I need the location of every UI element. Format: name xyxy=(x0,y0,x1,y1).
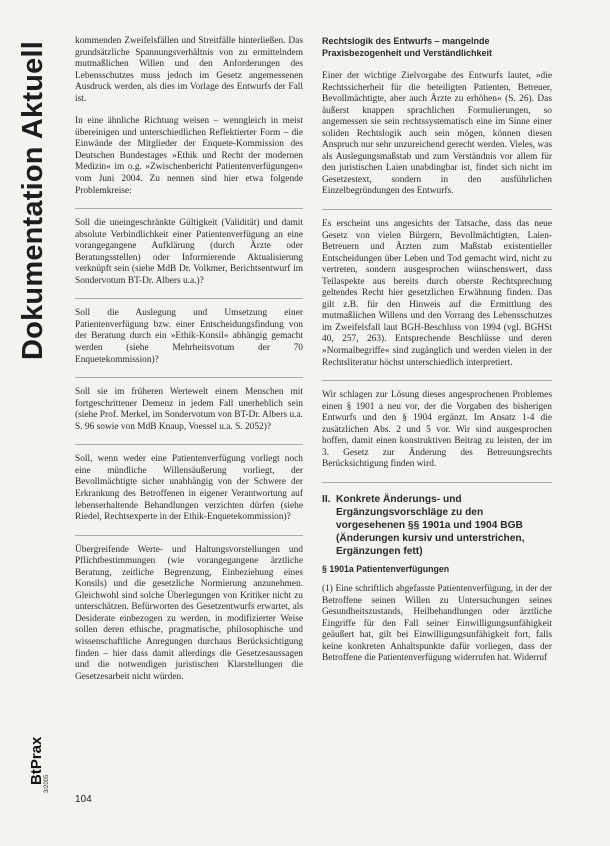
heading-text: Konkrete Änderungs- und Ergänzungsvorschläge zu den vorgesehenen §§ 1901a und 1904 BGB (Änderungen kursiv und unterstrichen, Ergänzungen fett) xyxy=(336,493,525,557)
sub-heading: § 1901a Patientenverfügungen xyxy=(322,563,450,574)
publisher-logo xyxy=(26,736,56,815)
paragraph: Übergreifende Werte- und Haltungsvorstellungen und Pflichtbestimmungen (wie vorangegangene ärztliche Beratung, zeitliche Begrenzung, Einbeziehung eines Konsils) und die gesetzliche Normierung anzunehmen. Gleichwohl sind solche Überlegungen von Kritiker nicht zu unterschätzen. Befürworten des Gesetzentwurfs erwartet, als Desiderate einbezogen zu werden, in modifizierter Weise sollen deren ethische, pragmatische, philosophische und wissenschaftliche Anregungen durchaus Berücksichtigung finden – hier dass damit allerdings die Gesetzesaussagen und die notwendigen juristischen Klarstellungen die Gesetzesarbeit nicht würden. xyxy=(75,544,303,682)
section-heading: Rechtslogik des Entwurfs – mangelnde Praxisbezogenheit und Verständlichkeit xyxy=(322,36,493,58)
section-title-text: Dokumentation Aktuell xyxy=(16,40,49,360)
paragraph: Soll die Auslegung und Umsetzung einer Patientenverfügung bzw. einer Entscheidungsfindung von der Beratung durch ein »Ethik-Konsil« abhängig gemacht werden (siehe Mehrheitsvotum der 70 Enquetekommission)? xyxy=(75,308,303,365)
divider xyxy=(75,377,303,378)
right-column xyxy=(322,36,552,676)
divider xyxy=(75,298,303,299)
heading-number: II. xyxy=(322,493,331,505)
divider xyxy=(75,208,303,209)
paragraph: kommenden Zweifelsfällen und Streitfälle hinterließen. Das grundsätzliche Spannungsverhältnis von zu ermittelndem mutmaßlichen Willen und den Anforderungen des Lebensschutzes muss jedoch im Gesetz angemessenen Ausdruck werden, als dies im Vorlage des Entwurfs der Fall ist. xyxy=(75,36,303,104)
divider xyxy=(322,209,552,210)
left-column xyxy=(75,36,303,694)
paragraph: (1) Eine schriftlich abgefasste Patientenverfügung, in der der Betroffene seinen Willen zu Untersuchungen seines Gesundheitszustands, Heilbehandlungen oder ärztliche Eingriffe für den Fall seiner Einwilligungsunfähigkeit geäußert hat, gilt bei Einwilligungsunfähigkeit fort, falls keine konkreten Anhaltspunkte dafür vorliegen, dass der Betroffene die Patientenverfügung widerrufen hat. Widerruf xyxy=(322,583,552,664)
paragraph: Soll sie im früheren Wertewelt einem Menschen mit fortgeschrittener Demenz in jedem Fall unerheblich sein (siehe Prof. Merkel, im Sondervotum von BT-Dr. Albers u.a. S. 96 sowie von MdB Knaup, Voessel u.a. S. 2052)? xyxy=(75,387,303,432)
numbered-heading xyxy=(322,493,552,558)
paragraph: Soll die uneingeschränkte Gültigkeit (Validität) und damit absolute Verbindlichkeit einer Patientenverfügung an eine vorangegangene Aufklärung (durch Ärzte oder Beratungsstellen) oder Informierende Aktualisierung verknüpft sein (siehe MdB Dr. Volkmer, Berichtsentwurf im Sondervotum BT-Dr. Albers u.a.)? xyxy=(75,218,303,286)
section-title-vertical xyxy=(8,40,58,360)
paragraph: Es erscheint uns angesichts der Tatsache, dass das neue Gesetz von vielen Bürgern, Bevollmächtigten, Laien-Betreuern und Ärzten zum Maßstab existentieller Entscheidungen über Leben und Tod gemacht wird, nicht zu vertreten, sondern ausgesprochen wünschenswert, dass Teilaspekte aus bereits durch oberste Rechtsprechung geltendes Recht hier gesetzlichen Erwähnung finden. Das gilt z.B. für den Hinweis auf die Ermittlung des mutmaßlichen Willens und den Vorrang des Lebensschutzes im Zweifelsfall laut BGH-Beschluss von 1994 (vgl. BGHSt 40, 257, 263). Entsprechende Beschlüsse und deren »Normalbegriffe« sind zugänglich und werden vielen in der Rechtsliteratur höchst unterschiedlich interpretiert. xyxy=(322,219,552,368)
paragraph: In eine ähnliche Richtung weisen – wenngleich in meist übereinigen und unterschiedlichen Reflektierter Form – die Einwände der Mitglieder der Enquete-Kommission des Deutschen Bundestages »Ethik und Recht der modernen Medizin« im o.g. »Zwischenbericht Patientenverfügungen« vom Juni 2004. Zu nennen sind hier etwa folgende Problemkreise: xyxy=(75,116,303,196)
divider xyxy=(322,380,552,381)
page-number: 104 xyxy=(75,794,92,805)
divider xyxy=(75,535,303,536)
paragraph: Wir schlagen zur Lösung dieses angesprochenen Problemes einen § 1901 a neu vor, der die Vorgaben des bisherigen Entwurfs und den § 1904 ergänzt. Im Ansatz 1-4 die zusätzlichen Abs. 2 und 5 vor. Wir sind ausgesprochen hoffen, damit einen konstruktiven Beitrag zu leisten, der im 3. Gesetz zur Änderung des Betreuungsrechts Berücksichtigung finden wird. xyxy=(322,390,552,470)
divider xyxy=(75,444,303,445)
divider xyxy=(322,482,552,483)
issue-label: 3/2005 xyxy=(44,774,50,793)
logo-brand: BtPrax xyxy=(28,736,45,785)
paragraph: Soll, wenn weder eine Patientenverfügung vorliegt noch eine mündliche Willensäußerung vorliegt, der Bevollmächtigte sicher unabhängig von der Schwere der Erkrankung des Betroffenen in eigener Verantwortung auf lebenserhaltende Behandlungen verzichten dürfen (siehe Riedel, Rechtsexperte in der Ethik-Enquetekommission)? xyxy=(75,454,303,523)
paragraph: Einer der wichtige Zielvorgabe des Entwurfs lautet, »die Rechtssicherheit für die beteiligten Patienten, Betreuer, Bevollmächtigte, aber auch Ärzte zu erhöhen« (S. 26). Das äußerst knappen sprachlichen Formulierungen, so angemessen sie sein rechtssystematisch eine im Sinne einer soliden Rechtslogik auch sein mögen, können diesen Anspruch nur sehr unzureichend gerecht werden. Vieles, was als Auslegungsmaßstab und zum Verständnis vor allem für den juristischen Laien unabdingbar ist, findet sich nicht im Gesetzestext, sondern in den ausführlichen Einzelbegründungen des Entwurfs. xyxy=(322,71,552,197)
